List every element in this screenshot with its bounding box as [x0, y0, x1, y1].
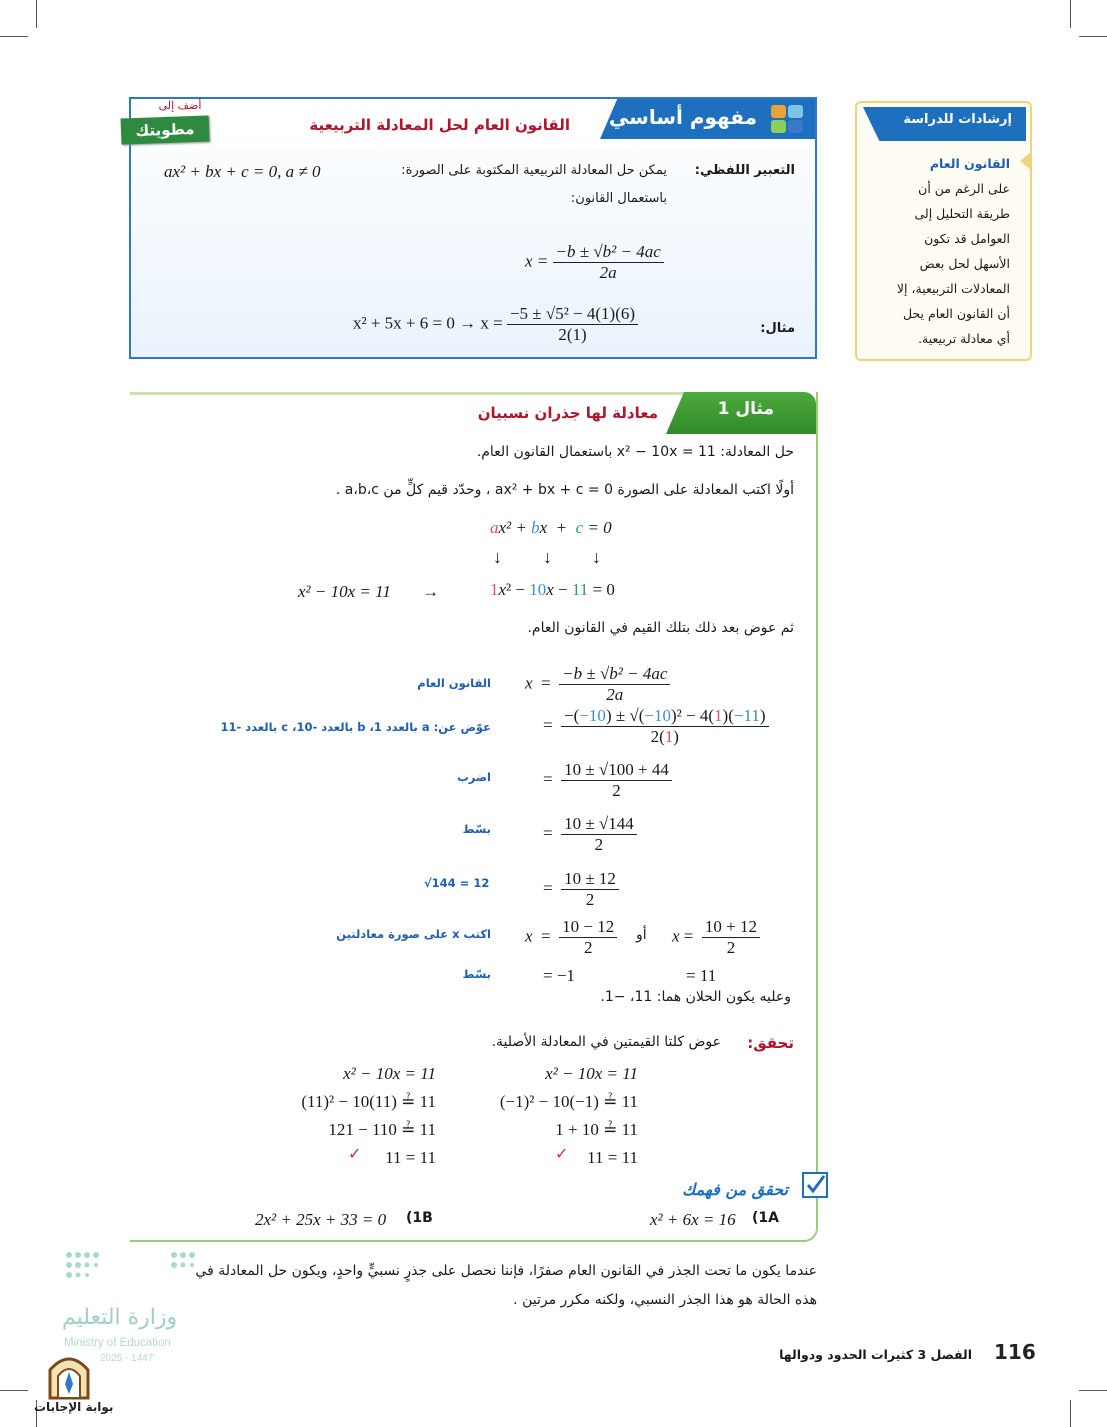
checkbox-icon: [802, 1172, 828, 1198]
verbal-label: التعبير اللفظي:: [694, 163, 795, 178]
example-label: مثال:: [760, 321, 795, 336]
note-simplify: بسّط: [462, 822, 491, 836]
tips-line: أن القانون العام يحل: [903, 306, 1010, 321]
foldable-add-label: أضف إلى: [151, 99, 209, 115]
example-step1: أولًا اكتب المعادلة على الصورة ax² + bx + c = 0 ، وحدّد قيم كلٍّ من a،b،c .: [335, 482, 794, 498]
concept-example-denominator: 2(1): [558, 325, 587, 344]
check-left-line: 121 − 110 ≟ 11: [328, 1120, 436, 1139]
crop-mark: [0, 36, 28, 37]
original-equation: x² − 10x = 11: [298, 582, 391, 601]
example-step2: ثم عوض بعد ذلك بتلك القيم في القانون العام.: [527, 620, 794, 636]
note-simplify-2: بسّط: [462, 967, 491, 981]
check-right-line: (−1)² − 10(−1) ≟ 11: [499, 1092, 638, 1111]
down-arrow-icon: ↓: [592, 547, 601, 567]
crop-mark: [36, 0, 37, 28]
solutions-text: وعليه يكون الحلان هما: 11، −1.: [600, 989, 791, 1005]
row5-denominator: 2: [585, 890, 595, 909]
ministry-name-arabic: وزارة التعليم: [62, 1305, 178, 1330]
answers-gate-label: بوابة الإجابات: [34, 1400, 114, 1414]
concept-subtitle: القانون العام لحل المعادلة التربيعية: [309, 116, 570, 134]
paragraph-line-1: عندما يكون ما تحت الجذر في القانون العام صفرًا، فإننا نحصل على جذرٍ نسبيٍّ واحدٍ، ويكون حل المعادلة في: [195, 1263, 817, 1279]
crop-mark: [1079, 1390, 1107, 1391]
verbal-text-2: باستعمال القانون:: [570, 191, 667, 206]
foldable-badge[interactable]: مطويتك: [121, 115, 210, 144]
tip-marker-icon: [1020, 151, 1032, 171]
note-substitute: عوّض عن: a بالعدد 1، b بالعدد -10، c بالعدد -11: [220, 720, 491, 734]
row3-denominator: 2: [612, 781, 621, 800]
check-mark-icon: ✓: [555, 1144, 569, 1163]
tips-line: العوامل قد تكون: [924, 231, 1010, 246]
crop-mark: [0, 1390, 28, 1391]
tips-line: المعادلات التربيعية، إلا: [896, 281, 1010, 296]
check-left-line: x² − 10x = 11: [343, 1064, 436, 1083]
concept-title: مفهوم أساسي: [608, 105, 757, 129]
formula: [525, 242, 664, 283]
right-arrow-icon: →: [422, 582, 439, 601]
row6b-denominator: 2: [726, 938, 736, 957]
check-left-line: (11)² − 10(11) ≟ 11: [301, 1092, 436, 1111]
down-arrow-icon: ↓: [543, 547, 552, 567]
row3-numerator: 10 ± √100 + 44: [561, 760, 672, 781]
exercise-1a: x² + 6x = 16: [650, 1210, 736, 1229]
study-tips-box: [855, 101, 1032, 361]
row1-numerator: −b ± √b² − 4ac: [559, 664, 670, 685]
derivation-row-5: = $\frac{10 \pm 12}{2}$: [543, 869, 619, 910]
paragraph-line-2: هذه الحالة هو هذا الجذر النسبي، ولكنه مكرر مرتين .: [513, 1292, 817, 1308]
check-left-column: [301, 1060, 436, 1172]
example-box: [130, 392, 818, 1242]
row1-denominator: 2a: [606, 685, 624, 704]
check-text: عوض كلتا القيمتين في المعادلة الأصلية.: [491, 1034, 721, 1050]
ministry-dots-logo: [64, 1250, 204, 1290]
key-concept-icon: [769, 103, 805, 135]
exercise-1b: 2x² + 25x + 33 = 0: [255, 1210, 387, 1229]
study-tips-title: إرشادات للدراسة: [903, 112, 1012, 127]
derivation-row-3: = $\frac{10 \pm √100 + 44}{2}$: [543, 760, 672, 801]
answers-gate-logo: [46, 1350, 92, 1400]
row6b-numerator: 10 + 12: [702, 917, 760, 938]
example-top-rule: [130, 392, 690, 395]
tips-line: طريقة التحليل إلى: [914, 206, 1010, 221]
example-tab-label: مثال 1: [717, 399, 774, 419]
example-intro: حل المعادلة: x² − 10x = 11 باستعمال القانون العام.: [476, 444, 794, 460]
tips-heading: القانون العام: [929, 156, 1010, 171]
concept-example-fraction: [507, 304, 638, 345]
crop-mark: [1070, 0, 1071, 28]
check-understanding-title: تحقق من فهمك: [682, 1180, 788, 1199]
row6a-denominator: 2: [583, 938, 593, 957]
formula-lhs: x =: [525, 251, 549, 271]
crop-mark: [1070, 1400, 1071, 1427]
verbal-math: ax² + bx + c = 0, a ≠ 0: [164, 162, 321, 181]
row6a-numerator: 10 − 12: [559, 917, 617, 938]
concept-example: [353, 304, 638, 345]
check-right-column: [500, 1060, 638, 1172]
check-label: تحقق:: [747, 1034, 794, 1052]
tips-line: على الرغم من أن: [918, 181, 1010, 196]
crop-mark: [1079, 36, 1107, 37]
note-write-two: اكتب x على صورة معادلتين: [336, 927, 491, 941]
or-label: أو: [636, 927, 647, 943]
note-multiply: اضرب: [457, 770, 491, 784]
verbal-text: يمكن حل المعادلة التربيعية المكتوبة على الصورة:: [401, 163, 667, 178]
formula-denominator: 2a: [599, 263, 617, 282]
row4-denominator: 2: [594, 835, 604, 854]
exercise-1a-label: (1A: [752, 1210, 779, 1226]
formula-numerator: −b ± √b² − 4ac: [553, 242, 664, 263]
check-right-line: x² − 10x = 11: [545, 1064, 638, 1083]
formula-fraction: [553, 242, 664, 283]
derivation-row-2: = $\frac{\text{−(−10) ± √(−10)² − 4(1)(−11)}}{2(1)}$: [543, 706, 769, 747]
page-number: 116: [994, 1340, 1036, 1364]
chapter-label: الفصل 3 كثيرات الحدود ودوالها: [779, 1347, 972, 1362]
key-concept-box: [129, 97, 817, 359]
check-left-line: 11 = 11: [385, 1148, 436, 1167]
example-subtitle: معادلة لها جذران نسبيان: [477, 404, 658, 422]
check-right-line: 1 + 10 ≟ 11: [555, 1120, 638, 1139]
note-general-formula: القانون العام: [417, 676, 491, 690]
note-sqrt144: √144 = 12: [424, 876, 490, 890]
exercise-1b-label: (1B: [406, 1210, 433, 1226]
tips-line: أي معادلة تربيعية.: [918, 331, 1010, 346]
down-arrow-icon: ↓: [493, 547, 502, 567]
concept-example-numerator: −5 ± √5² − 4(1)(6): [507, 304, 638, 325]
study-tips-body: [860, 151, 1010, 351]
result-eleven: = 11: [686, 966, 717, 985]
derivation-row-4: = $\frac{10 \pm √144}{2}$: [543, 814, 637, 855]
derivation-row-1: x = $\frac{\text{−b ± √b² − 4ac}}{2a}$: [525, 664, 670, 705]
row4-numerator: 10 ± √144: [561, 814, 637, 835]
result-negative-one: = −1: [543, 966, 575, 985]
ministry-name-english: Ministry of Education: [64, 1337, 171, 1349]
row5-numerator: 10 ± 12: [561, 869, 619, 890]
ministry-year: 2025 - 1447: [100, 1353, 154, 1364]
tips-line: الأسهل لحل بعض: [919, 256, 1010, 271]
check-mark-icon: ✓: [348, 1144, 362, 1163]
concept-example-eq: x² + 5x + 6 = 0 → x =: [353, 313, 503, 333]
derivation-row-6b: x = $\frac{10 + 12}{2}$: [672, 917, 760, 958]
rewritten-equation: 1x² − 10x − 11 = 0: [490, 580, 615, 599]
check-right-line: 11 = 11: [587, 1148, 638, 1167]
standard-form: ax² + bx + c = 0: [490, 518, 612, 537]
derivation-row-6a: x = $\frac{10 - 12}{2}$: [525, 917, 617, 958]
